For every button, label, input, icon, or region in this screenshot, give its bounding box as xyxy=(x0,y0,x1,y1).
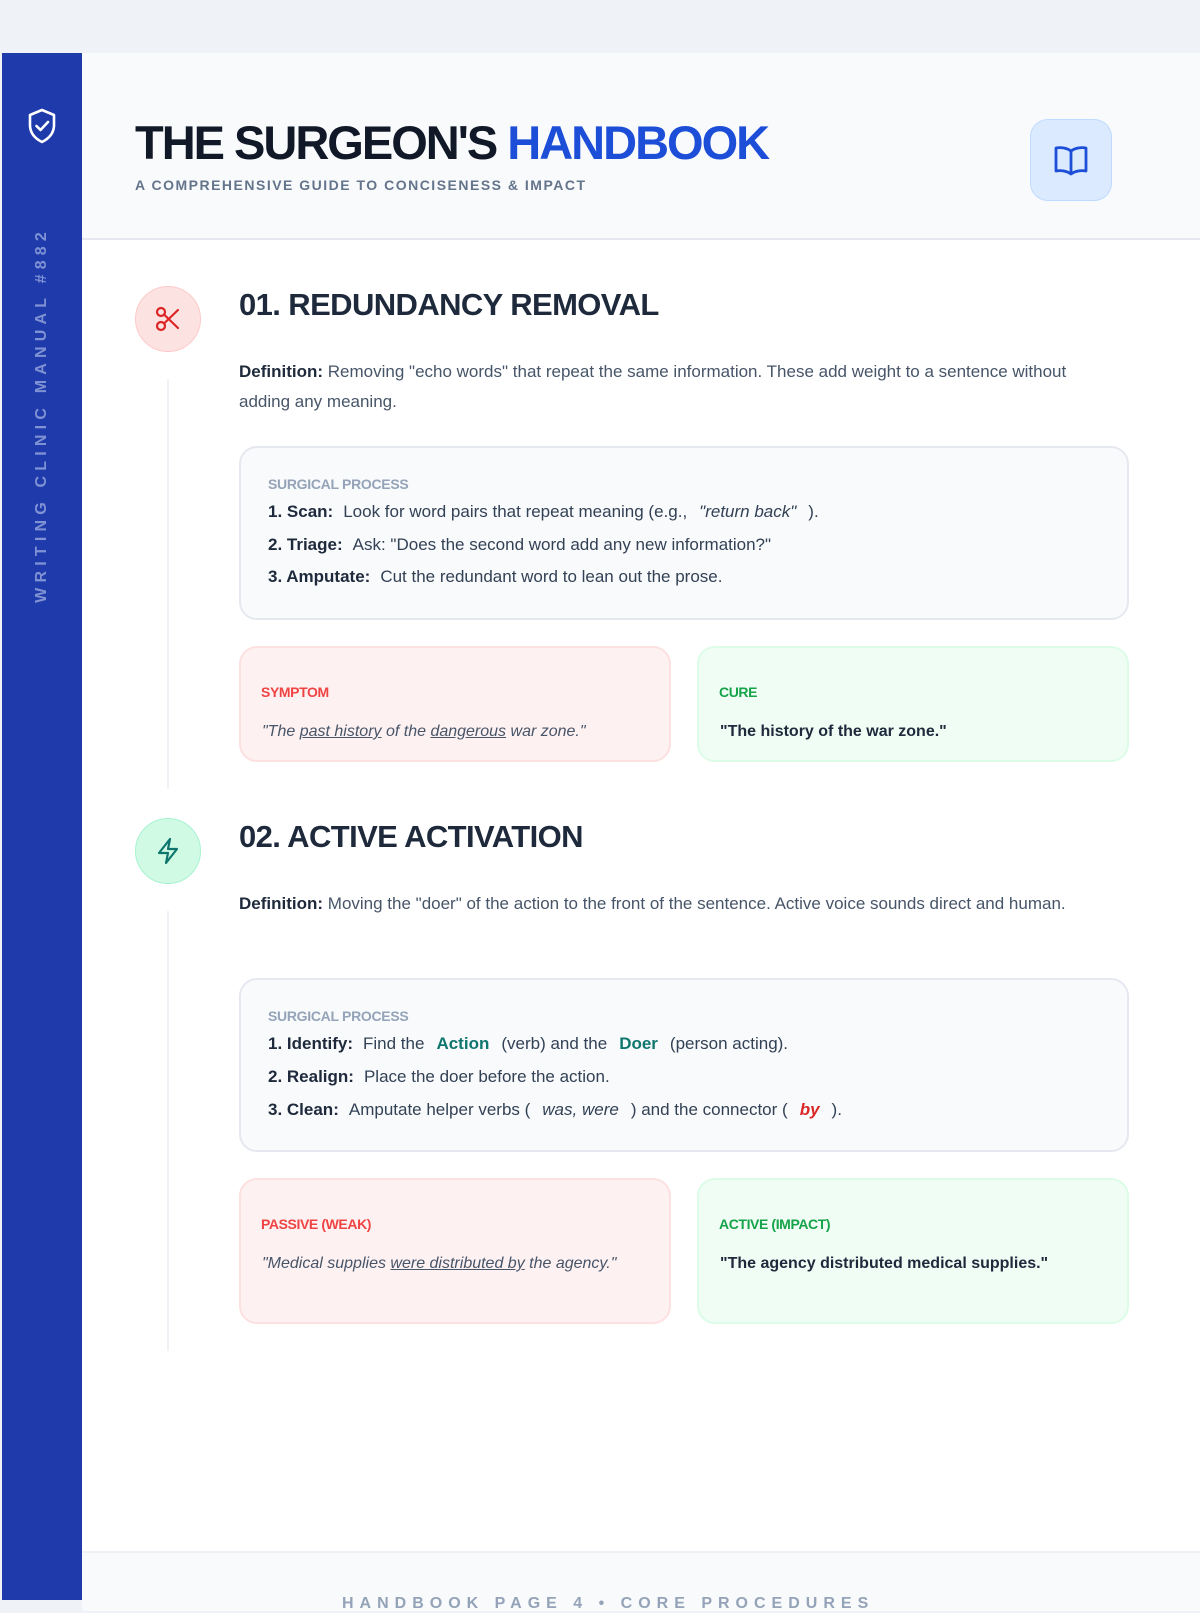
process-step xyxy=(268,567,722,587)
shield-check-icon xyxy=(26,107,58,145)
open-book-icon xyxy=(1052,143,1090,177)
passive-card xyxy=(239,1178,671,1324)
step-text: Find the xyxy=(363,1034,425,1053)
handbook-page xyxy=(2,53,1200,1612)
step-text: (verb) and the xyxy=(501,1034,608,1053)
process-step xyxy=(268,1034,788,1054)
step-text: Look for word pairs that repeat meaning (e.g., xyxy=(343,502,688,521)
process-step xyxy=(268,535,771,555)
highlight-term: by xyxy=(799,1100,820,1119)
section-divider-line xyxy=(167,379,169,789)
sidebar xyxy=(2,53,82,1600)
section-definition xyxy=(239,357,1119,417)
cure-card xyxy=(697,646,1129,762)
active-card xyxy=(697,1178,1129,1324)
card-text: "The past history of the dangerous war zone." xyxy=(262,723,586,740)
process-label: SURGICAL PROCESS xyxy=(268,1008,409,1024)
definition-label: Definition: xyxy=(239,894,324,913)
definition-label: Definition: xyxy=(239,362,324,381)
step-label: 2. Realign: xyxy=(268,1067,354,1086)
scissors-icon xyxy=(153,304,183,334)
step-label: 3. Amputate: xyxy=(268,567,371,586)
section-divider-line xyxy=(167,911,169,1351)
process-step xyxy=(268,502,819,522)
redundant-word: dangerous xyxy=(430,723,507,740)
section-title: 02. ACTIVE ACTIVATION xyxy=(239,819,583,854)
card-label: CURE xyxy=(719,684,758,700)
highlight-term: Action xyxy=(436,1034,490,1053)
step-example: "return back" xyxy=(699,502,797,521)
step-text: Cut the redundant word to lean out the prose. xyxy=(380,567,723,586)
manual-label-text: WRITING CLINIC MANUAL #882 xyxy=(33,227,50,603)
process-label: SURGICAL PROCESS xyxy=(268,476,409,492)
card-label: SYMPTOM xyxy=(261,684,329,700)
step-label: 2. Triage: xyxy=(268,535,343,554)
definition-text: Removing "echo words" that repeat the same information. These add weight to a sentence without adding any meaning. xyxy=(239,362,1067,411)
title-main: THE SURGEON'S xyxy=(135,116,497,169)
surgical-process-box xyxy=(239,978,1129,1152)
process-step xyxy=(268,1067,610,1087)
step-text: ) and the connector ( xyxy=(630,1100,788,1119)
page-footer xyxy=(82,1551,1200,1611)
page-title xyxy=(135,115,768,171)
section-definition xyxy=(239,889,1119,919)
step-label: 1. Identify: xyxy=(268,1034,354,1053)
card-text: "The history of the war zone." xyxy=(720,723,947,740)
card-label: PASSIVE (WEAK) xyxy=(261,1216,372,1232)
step-text: Ask: "Does the second word add any new information?" xyxy=(352,535,772,554)
scissors-badge xyxy=(135,286,201,352)
step-label: 1. Scan: xyxy=(268,502,334,521)
footer-text: HANDBOOK PAGE 4 • CORE PROCEDURES xyxy=(342,1595,875,1612)
step-text: ). xyxy=(808,502,819,521)
step-label: 3. Clean: xyxy=(268,1100,339,1119)
card-label: ACTIVE (IMPACT) xyxy=(719,1216,831,1232)
step-text: Amputate helper verbs ( xyxy=(348,1100,531,1119)
page-header xyxy=(82,53,1200,240)
highlight-term: Doer xyxy=(619,1034,658,1053)
section-title: 01. REDUNDANCY REMOVAL xyxy=(239,287,659,322)
page-subtitle: A COMPREHENSIVE GUIDE TO CONCISENESS & IMPACT xyxy=(135,177,587,193)
step-text: (person acting). xyxy=(669,1034,789,1053)
book-button[interactable] xyxy=(1030,119,1112,201)
main-content xyxy=(82,53,1200,1612)
lightning-icon xyxy=(153,836,183,866)
symptom-card xyxy=(239,646,671,762)
card-text: "Medical supplies were distributed by the agency." xyxy=(262,1255,617,1272)
title-accent: HANDBOOK xyxy=(507,116,769,169)
definition-text: Moving the "doer" of the action to the front of the sentence. Active voice sounds direct and human. xyxy=(327,894,1066,913)
step-example: was, were xyxy=(542,1100,619,1119)
surgical-process-box xyxy=(239,446,1129,620)
step-text: ). xyxy=(831,1100,842,1119)
process-step xyxy=(268,1100,842,1120)
passive-phrase: were distributed by xyxy=(390,1255,525,1272)
redundant-word: past history xyxy=(299,723,382,740)
lightning-badge xyxy=(135,818,201,884)
card-text: "The agency distributed medical supplies." xyxy=(720,1255,1049,1272)
step-text: Place the doer before the action. xyxy=(363,1067,610,1086)
